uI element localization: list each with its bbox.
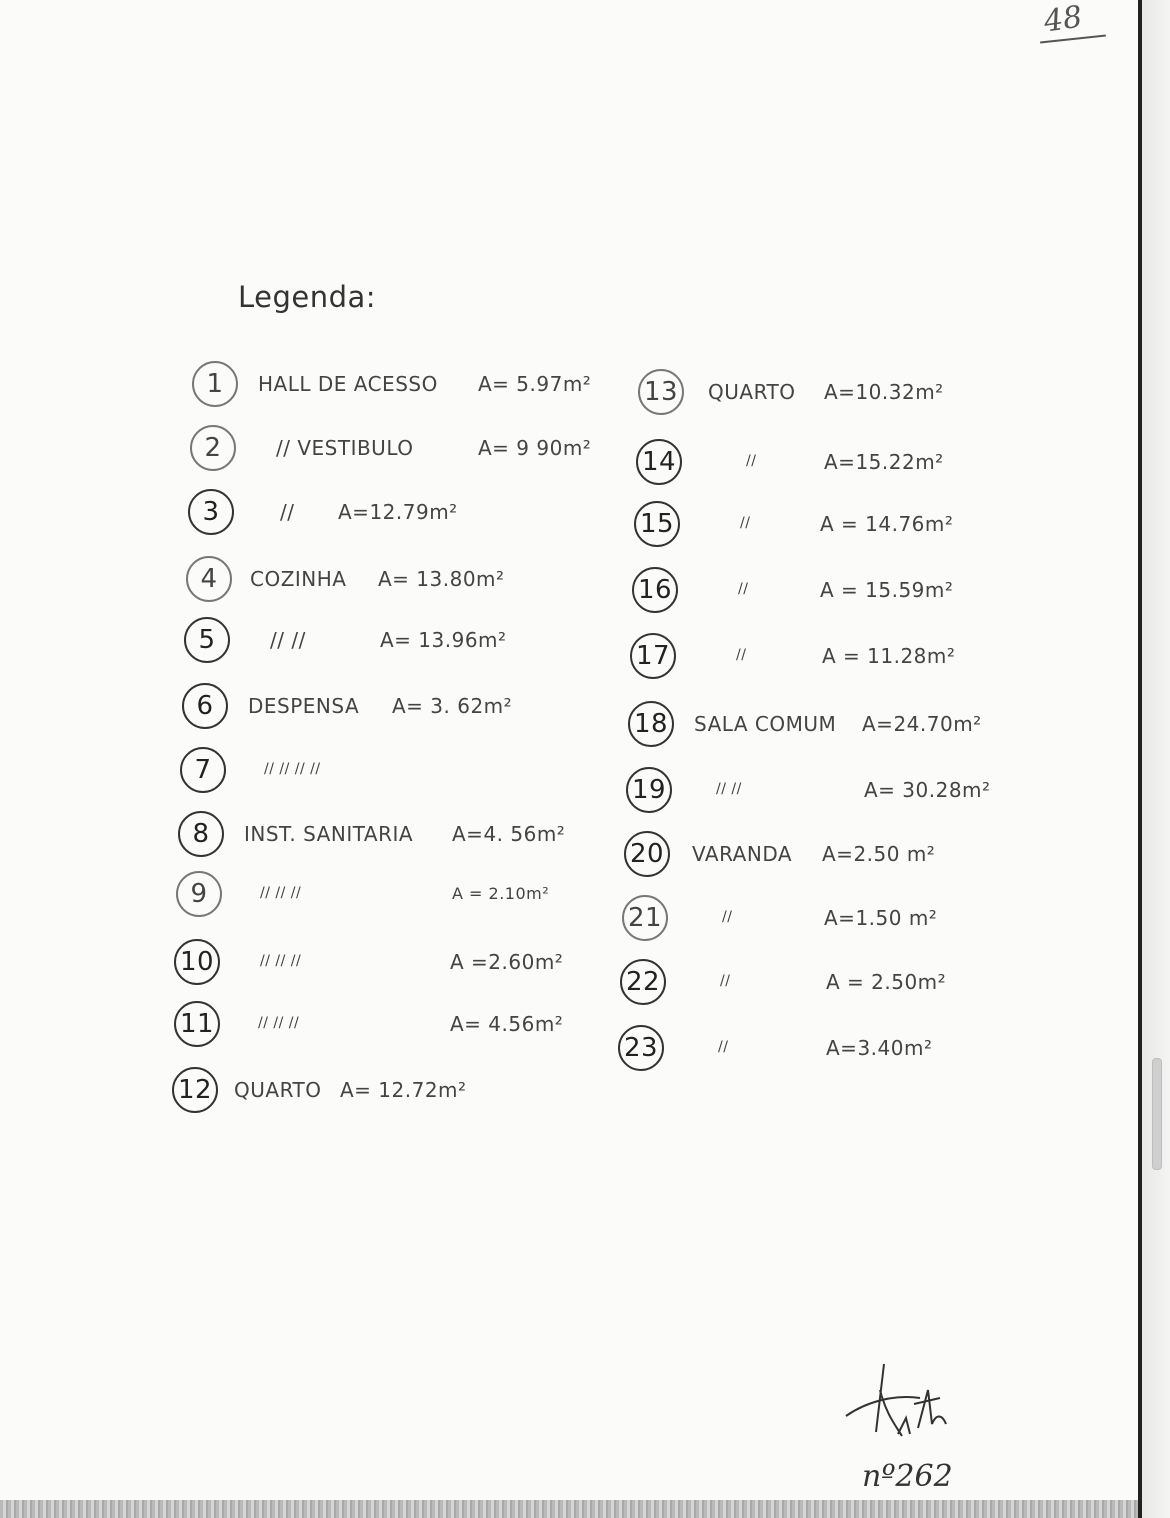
- legend-item: [176, 870, 550, 918]
- item-number: 13: [638, 369, 684, 415]
- item-name: //: [718, 1039, 729, 1055]
- item-area: A= 9 90m²: [478, 436, 592, 460]
- legend-item: [618, 1024, 933, 1072]
- item-area: A=2.50 m²: [822, 842, 936, 866]
- item-area: A=1.50 m²: [824, 906, 938, 930]
- legend-item: [178, 810, 566, 858]
- item-area: A=10.32m²: [824, 380, 944, 404]
- item-number: 6: [182, 683, 228, 729]
- item-number: 8: [178, 811, 224, 857]
- legend-item: [634, 500, 954, 548]
- legend-item: [630, 632, 956, 680]
- legend-item: [622, 894, 938, 942]
- item-name: //: [722, 909, 733, 925]
- item-number: 14: [636, 439, 682, 485]
- item-name: // //: [270, 628, 306, 652]
- item-area: A= 4.56m²: [450, 1012, 564, 1036]
- item-area: A=3.40m²: [826, 1036, 933, 1060]
- legend-item: [188, 488, 458, 536]
- legend-item: [180, 746, 321, 794]
- legend-item: [628, 700, 982, 748]
- legend-item: [190, 424, 592, 472]
- item-name: //: [746, 453, 757, 469]
- item-number: 21: [622, 895, 668, 941]
- legend-title: Legenda:: [238, 280, 377, 314]
- item-area: A = 15.59m²: [820, 578, 954, 602]
- item-number: 4: [186, 556, 232, 602]
- item-number: 2: [190, 425, 236, 471]
- viewer-margin: [1142, 0, 1170, 1518]
- item-name: // //: [716, 781, 742, 797]
- item-area: A = 11.28m²: [822, 644, 956, 668]
- legend-item: [632, 566, 954, 614]
- legend-item: [186, 555, 505, 603]
- item-number: 7: [180, 747, 226, 793]
- scrollbar-thumb[interactable]: [1152, 1058, 1162, 1170]
- legend-item: [626, 766, 991, 814]
- item-number: 11: [174, 1001, 220, 1047]
- item-number: 1: [192, 361, 238, 407]
- legend-item: [174, 1000, 564, 1048]
- item-area: A= 30.28m²: [864, 778, 991, 802]
- item-number: 12: [172, 1067, 218, 1113]
- handwritten-signature: [836, 1354, 986, 1504]
- legend-item: [624, 830, 936, 878]
- legend-item: [182, 682, 513, 730]
- page-number: 48: [1041, 0, 1085, 40]
- item-area: A= 13.80m²: [378, 567, 505, 591]
- item-number: 20: [624, 831, 670, 877]
- item-name: QUARTO: [708, 380, 796, 404]
- item-name: COZINHA: [250, 567, 347, 591]
- item-number: 16: [632, 567, 678, 613]
- item-number: 15: [634, 501, 680, 547]
- svg-text:nº262: nº262: [862, 1459, 953, 1494]
- item-name: // // //: [258, 1015, 300, 1031]
- item-area: A = 2.10m²: [452, 884, 550, 903]
- item-number: 5: [184, 617, 230, 663]
- legend-item: [638, 368, 944, 416]
- item-area: A=4. 56m²: [452, 822, 566, 846]
- item-area: A= 12.72m²: [340, 1078, 467, 1102]
- item-area: A=24.70m²: [862, 712, 982, 736]
- item-name: //: [736, 647, 747, 663]
- item-name: //: [280, 500, 295, 524]
- item-name: HALL DE ACESSO: [258, 372, 438, 396]
- item-number: 22: [620, 959, 666, 1005]
- legend-item: [620, 958, 947, 1006]
- item-name: QUARTO: [234, 1078, 322, 1102]
- item-name: INST. SANITARIA: [244, 822, 414, 846]
- item-name: // // // //: [264, 761, 321, 777]
- item-area: A= 5.97m²: [478, 372, 592, 396]
- item-number: 17: [630, 633, 676, 679]
- item-name: // VESTIBULO: [276, 436, 414, 460]
- item-number: 3: [188, 489, 234, 535]
- item-area: A= 13.96m²: [380, 628, 507, 652]
- item-name: // // //: [260, 953, 302, 969]
- item-name: VARANDA: [692, 842, 793, 866]
- signature-registration: [862, 1459, 953, 1494]
- item-name: //: [740, 515, 751, 531]
- legend-item: [636, 438, 944, 486]
- item-area: A=15.22m²: [824, 450, 944, 474]
- item-name: SALA COMUM: [694, 712, 837, 736]
- item-name: //: [738, 581, 749, 597]
- legend-item: [174, 938, 564, 986]
- item-area: A = 14.76m²: [820, 512, 954, 536]
- item-area: A =2.60m²: [450, 950, 564, 974]
- legend-item: [172, 1066, 467, 1114]
- item-number: 23: [618, 1025, 664, 1071]
- item-name: //: [720, 973, 731, 989]
- item-name: DESPENSA: [248, 694, 360, 718]
- item-number: 18: [628, 701, 674, 747]
- item-name: // // //: [260, 885, 302, 901]
- item-number: 10: [174, 939, 220, 985]
- item-area: A = 2.50m²: [826, 970, 947, 994]
- item-area: A= 3. 62m²: [392, 694, 513, 718]
- legend-item: [184, 616, 507, 664]
- item-number: 19: [626, 767, 672, 813]
- legend-item: [192, 360, 592, 408]
- item-area: A=12.79m²: [338, 500, 458, 524]
- item-number: 9: [176, 871, 222, 917]
